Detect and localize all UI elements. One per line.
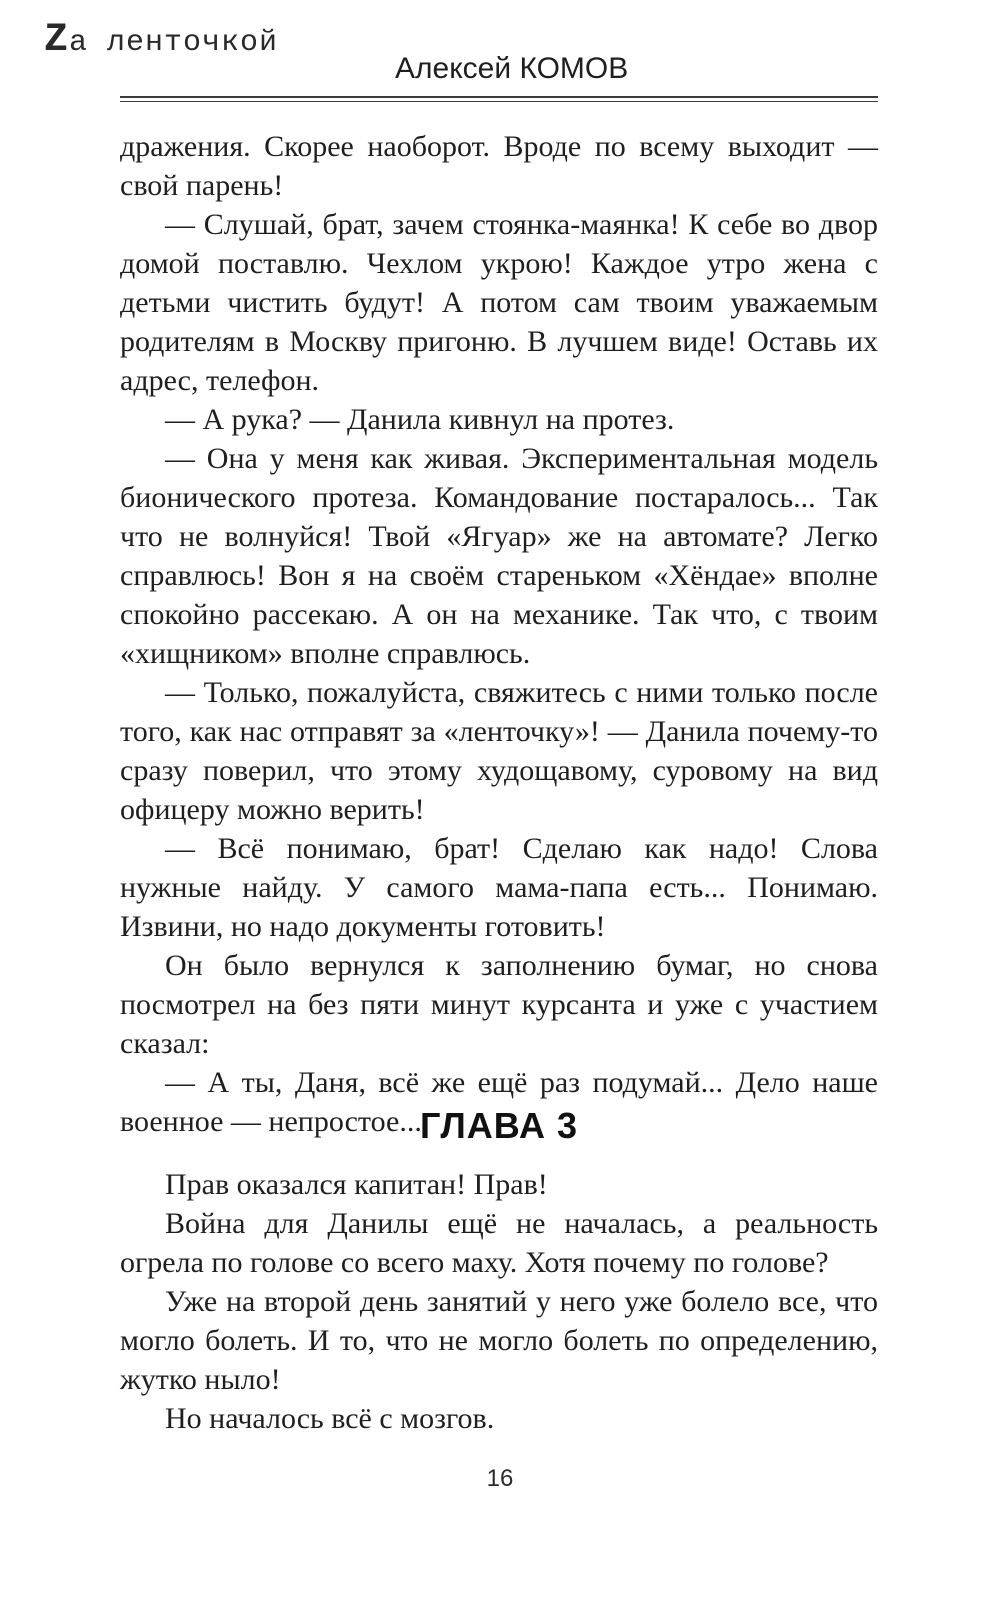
paragraph: — Она у меня как живая. Экспериментальная модель бионического протеза. Командование постаралось... Так что не волнуйся! Твой «Ягуар» же на автомате? Легко справлюсь! Вон я на своём стареньком «Хёндае» вполне спокойно рассекаю. А он на механике. Так что, с твоим «хищником» вполне справлюсь.	[120, 442, 878, 670]
paragraph: — Слушай, брат, зачем стоянка-маянка! К себе во двор домой поставлю. Чехлом укрою! Каждое утро жена с детьми чистить будут! А потом сам твоим уважаемым родителям в Москву пригоню. В лучшем виде! Оставь их адрес, телефон.	[120, 208, 878, 397]
running-header-series-title	[44, 18, 278, 63]
page-number: 16	[486, 1465, 514, 1492]
chapter-heading: ГЛАВА 3	[420, 1105, 578, 1146]
paragraph: — Всё понимаю, брат! Сделаю как надо! Слова нужные найду. У самого мама-папа есть... Понимаю. Извини, но надо документы готовить!	[120, 832, 878, 943]
header-rule-thin	[120, 101, 878, 102]
paragraph: Но началось всё с мозгов.	[165, 1402, 495, 1435]
chapter-body-text	[120, 1165, 878, 1438]
paragraph: — Только, пожалуйста, свяжитесь с ними только после того, как нас отправят за «ленточку»! — Данила почему-то сразу поверил, что этому худощавому, суровому на вид офицеру можно верить!	[120, 676, 878, 826]
series-title-rest: a ленточкой	[69, 26, 279, 60]
paragraph: Прав оказался капитан! Прав!	[165, 1168, 548, 1201]
running-header-author: Алексей КОМОВ	[395, 52, 629, 85]
paragraph: дражения. Скорее наоборот. Вроде по всему выходит — свой парень!	[120, 130, 878, 202]
header-rule	[120, 96, 878, 98]
series-title-initial: Z	[44, 18, 70, 63]
paragraph: Он было вернулся к заполнению бумаг, но снова посмотрел на без пяти минут курсанта и уже с участием сказал:	[120, 949, 878, 1060]
paragraph: Уже на второй день занятий у него уже болело все, что могло болеть. И то, что не могло болеть по определению, жутко ныло!	[120, 1285, 878, 1396]
paragraph: — А рука? — Данила кивнул на протез.	[165, 403, 675, 436]
paragraph: Война для Данилы ещё не началась, а реальность огрела по голове со всего маху. Хотя почему по голове?	[120, 1207, 878, 1279]
paragraph: — А ты, Даня, всё же ещё раз подумай... Дело наше военное — непростое...	[120, 1066, 878, 1138]
body-text	[120, 127, 878, 1141]
